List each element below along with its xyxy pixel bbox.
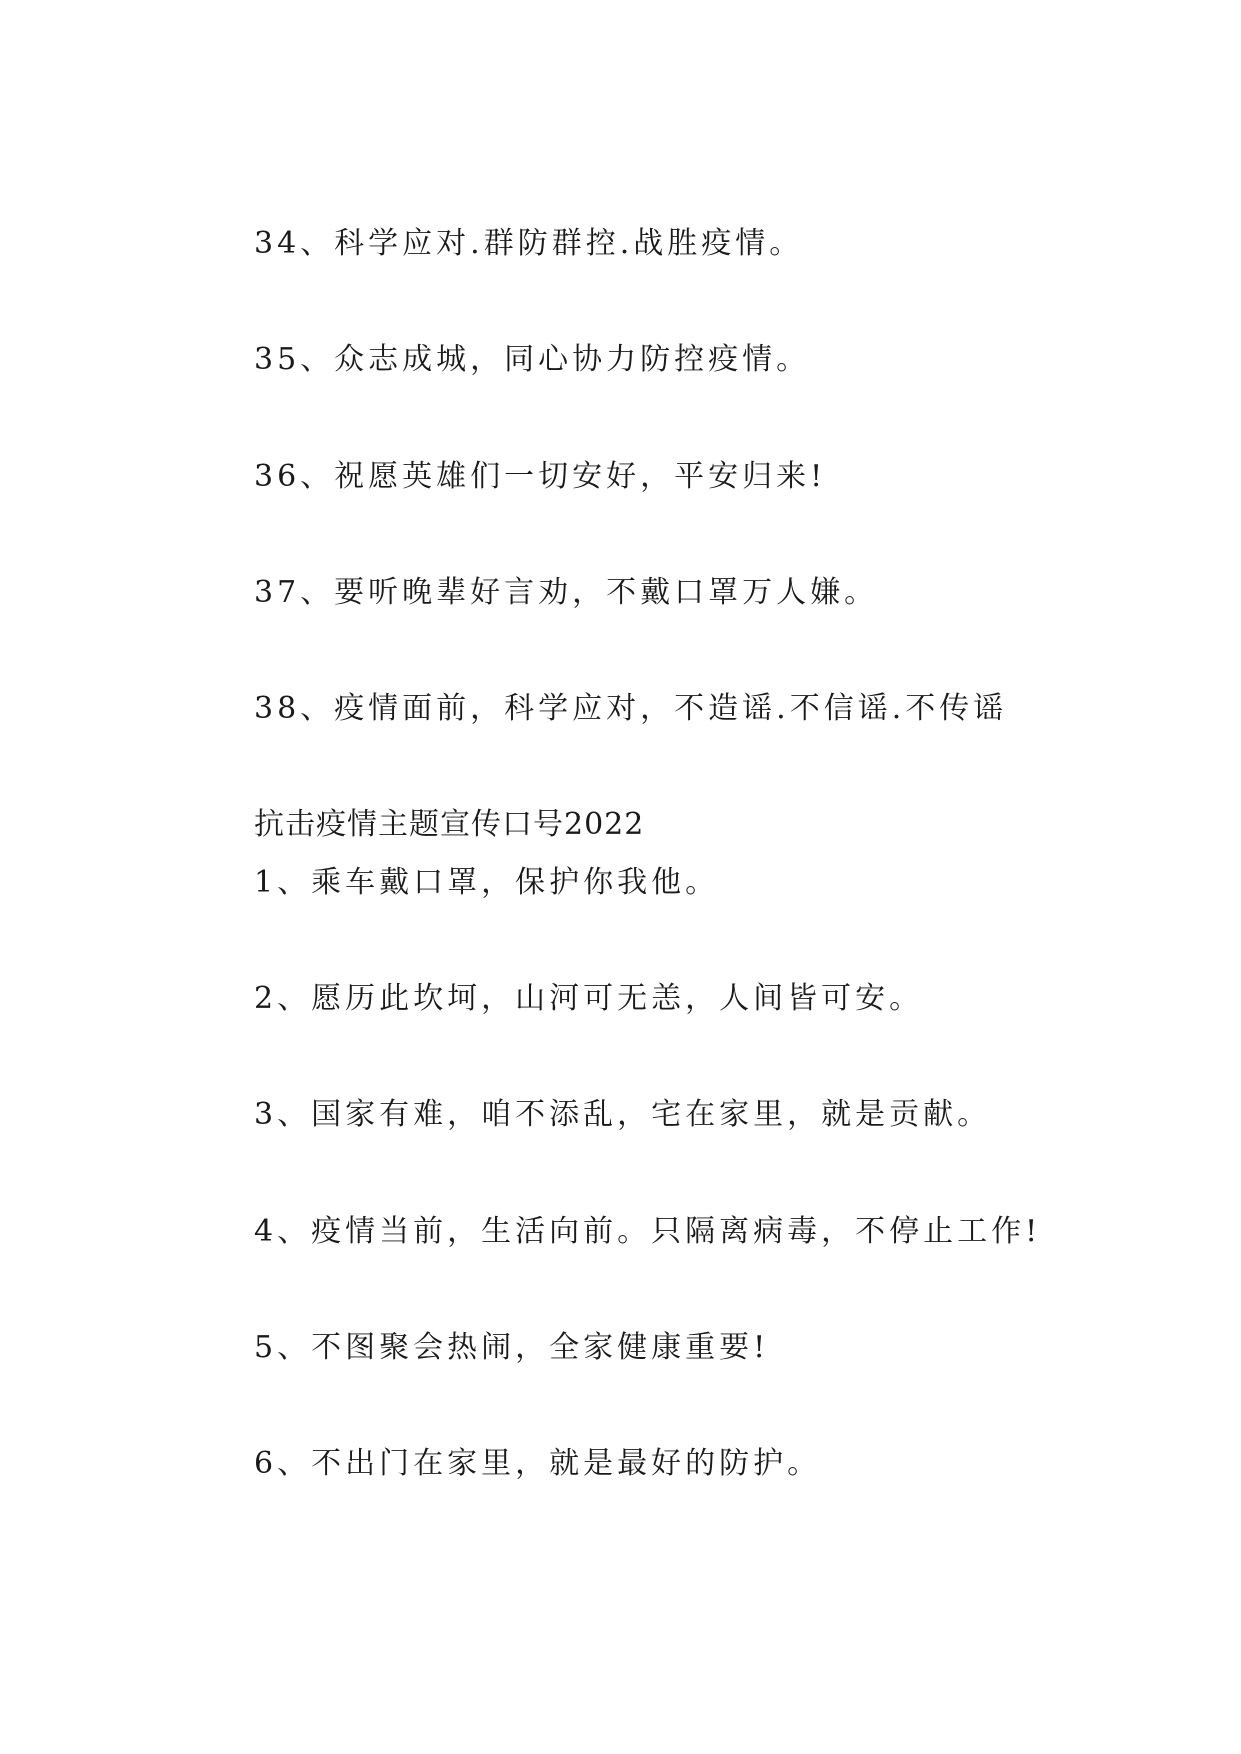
- slogan-item-5: 5、不图聚会热闹，全家健康重要!: [254, 1330, 770, 1365]
- slogan-item-6: 6、不出门在家里，就是最好的防护。: [254, 1446, 822, 1481]
- slogan-item-2: 2、愿历此坎坷，山河可无恙，人间皆可安。: [254, 981, 924, 1016]
- slogan-item-38: 38、疫情面前，科学应对，不造谣.不信谣.不传谣: [254, 691, 1008, 726]
- slogan-item-4: 4、疫情当前，生活向前。只隔离病毒，不停止工作!: [254, 1214, 1042, 1249]
- section-heading: 抗击疫情主题宣传口号2022: [254, 807, 645, 842]
- slogan-item-35: 35、众志成城，同心协力防控疫情。: [254, 342, 811, 377]
- slogan-item-3: 3、国家有难，咱不添乱，宅在家里，就是贡献。: [254, 1097, 992, 1132]
- slogan-item-1: 1、乘车戴口罩，保护你我他。: [254, 865, 720, 900]
- slogan-item-36: 36、祝愿英雄们一切安好，平安归来!: [254, 459, 827, 494]
- slogan-item-34: 34、科学应对.群防群控.战胜疫情。: [254, 226, 804, 261]
- slogan-item-37: 37、要听晚辈好言劝，不戴口罩万人嫌。: [254, 575, 879, 610]
